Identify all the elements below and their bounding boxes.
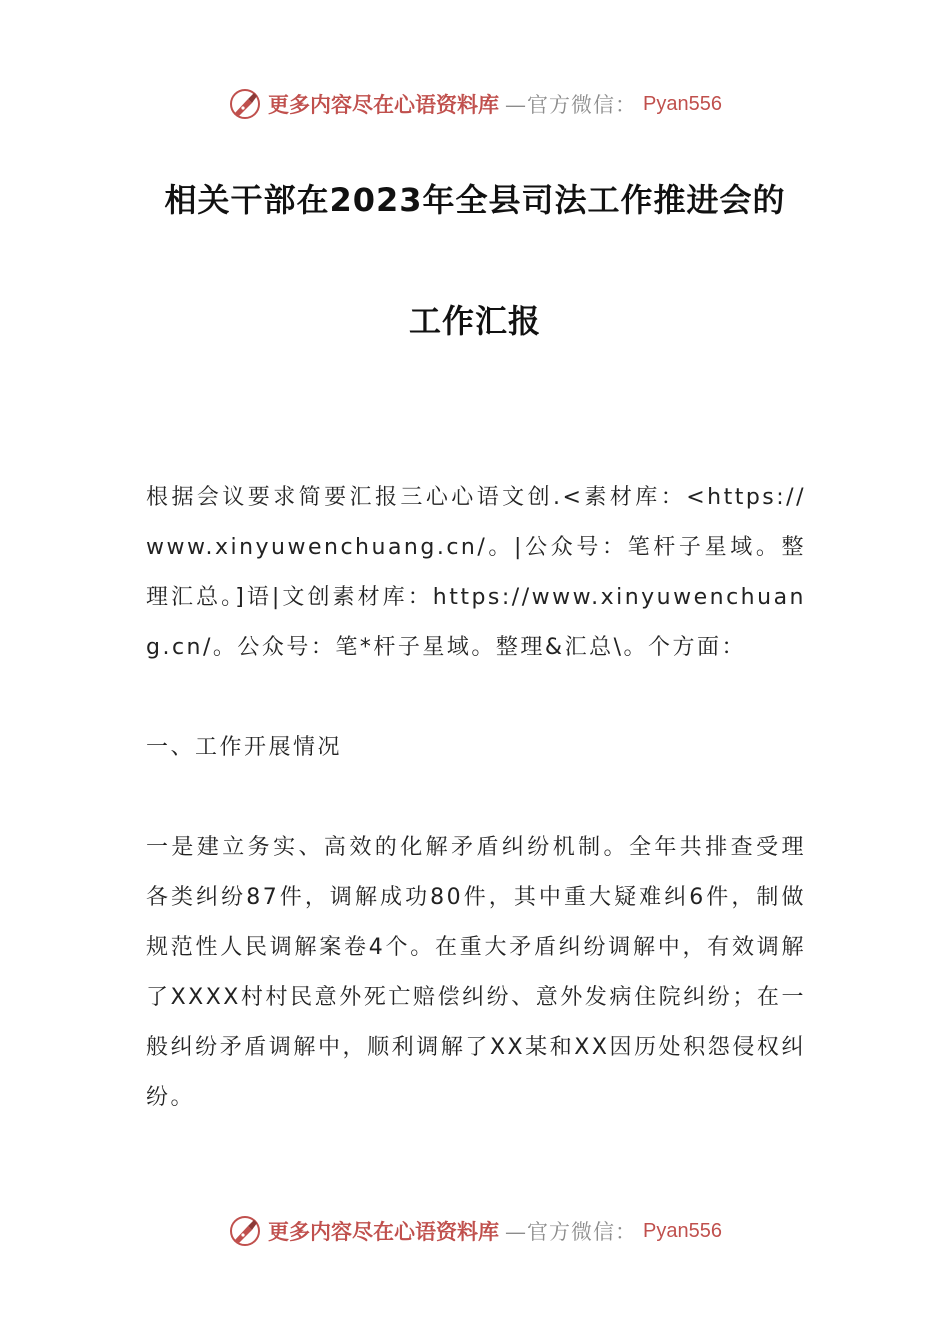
- intro-paragraph: 根据会议要求简要汇报三心心语文创.<素材库：<https://www.xinyuwenchuang.cn/。|公众号：笔杆子星域。整理汇总。]语|文创素材库：https://www.xinyuwenchuang.cn/。公众号：笔*杆子星域。整理&汇总\。个方面：: [146, 485, 806, 660]
- header-contact-id: Pyan556: [643, 92, 722, 115]
- pen-nib-logo-icon: [228, 1214, 262, 1248]
- footer-contact-label: —官方微信：: [505, 1220, 638, 1244]
- document-title-line-1: 相关干部在2023年全县司法工作推进会的: [164, 181, 786, 219]
- document-title-line-2: 工作汇报: [408, 302, 541, 340]
- header-contact-label: —官方微信：: [505, 93, 638, 117]
- footer-contact-id: Pyan556: [643, 1219, 722, 1242]
- section-heading: 一、工作开展情况: [146, 735, 343, 760]
- footer-banner: [0, 1211, 950, 1251]
- header-banner: [0, 84, 950, 124]
- footer-slogan: 更多内容尽在心语资料库: [268, 1219, 500, 1244]
- header-slogan: 更多内容尽在心语资料库: [268, 92, 500, 117]
- pen-nib-logo-icon: [228, 87, 262, 121]
- section-paragraph: 一是建立务实、高效的化解矛盾纠纷机制。全年共排查受理各类纠纷87件，调解成功80件，其中重大疑难纠6件，制做规范性人民调解案卷4个。在重大矛盾纠纷调解中，有效调解了XXXX村村民意外死亡赔偿纠纷、意外发病住院纠纷；在一般纠纷矛盾调解中，顺利调解了XX某和XX因历处积怨侵权纠纷。: [146, 835, 806, 1110]
